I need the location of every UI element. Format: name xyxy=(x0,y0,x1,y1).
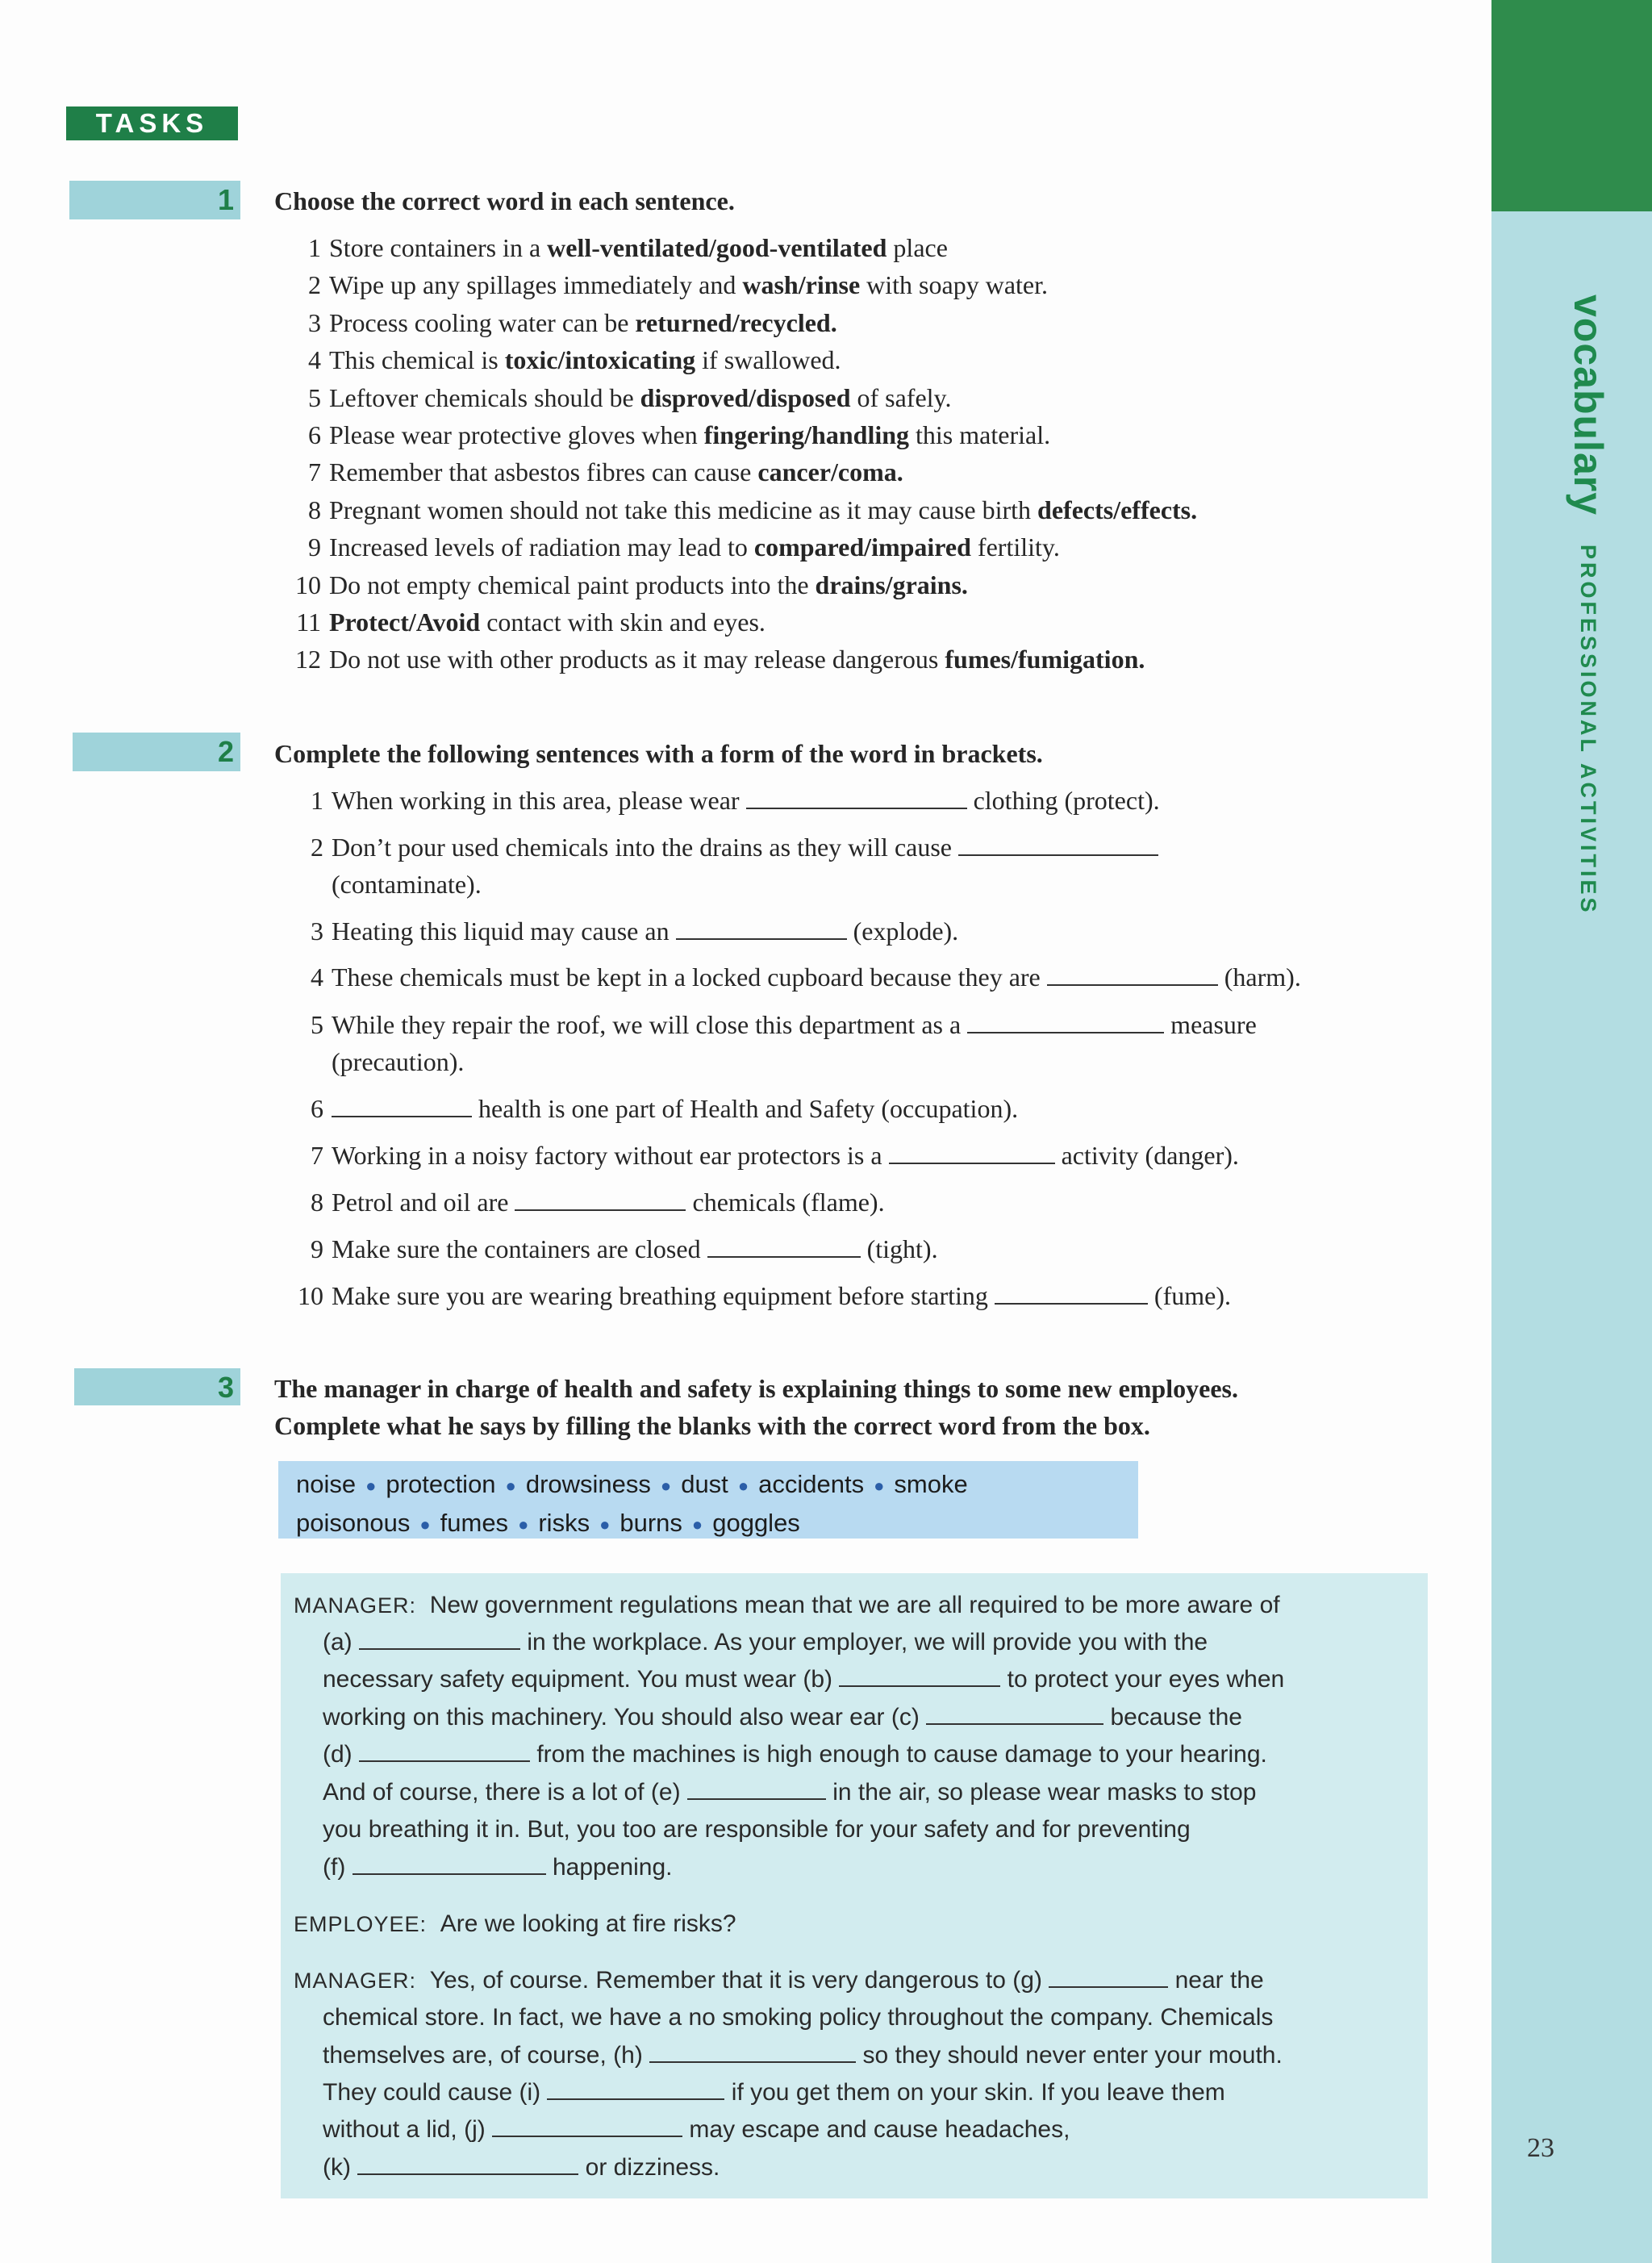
task-3-number: 3 xyxy=(74,1368,240,1405)
item-text: Working in a noisy factory without ear protectors is a xyxy=(332,1141,889,1170)
dialogue-text: (d) xyxy=(323,1741,359,1768)
item-number: 4 xyxy=(308,345,321,375)
item-text: chemicals (flame). xyxy=(686,1188,885,1217)
box-word: smoke xyxy=(894,1470,968,1498)
dialogue-text: necessary safety equipment. You must wear (b) xyxy=(323,1666,840,1693)
item-number: 9 xyxy=(308,532,321,562)
answer-blank xyxy=(359,1738,530,1762)
dialogue-text: New government regulations mean that we are all required to be more aware of xyxy=(429,1592,1280,1618)
item-choice: disproved/disposed xyxy=(640,382,851,412)
task-2-item xyxy=(311,1006,1257,1043)
dialogue-text: Are we looking at fire risks? xyxy=(427,1910,736,1937)
box-word: noise xyxy=(296,1470,357,1498)
dialogue-line xyxy=(323,2149,720,2186)
item-number: 3 xyxy=(308,307,321,337)
box-word: poisonous xyxy=(296,1508,411,1537)
item-choice: fingering/handling xyxy=(703,420,910,449)
dialogue-text: in the air, so please wear masks to stop xyxy=(825,1779,1257,1806)
dialogue-text: They could cause (i) xyxy=(323,2079,548,2106)
answer-blank xyxy=(839,1663,1000,1687)
task-2-number: 2 xyxy=(73,733,240,771)
dialogue-line xyxy=(323,1999,1273,2036)
dialogue-text: in the workplace. As your employer, we will provide you with the xyxy=(520,1629,1208,1655)
dialogue-text: may escape and cause headaches, xyxy=(682,2116,1070,2143)
dialogue-text: themselves are, of course, (h) xyxy=(323,2042,650,2069)
answer-blank xyxy=(357,2151,578,2175)
task-3-instruction-line2: Complete what he says by filling the blanks with the correct word from the box. xyxy=(274,1411,1150,1440)
item-number: 7 xyxy=(311,1141,323,1170)
dialogue-line xyxy=(323,1774,1257,1811)
answer-blank xyxy=(492,2113,682,2137)
task-1-instruction: Choose the correct word in each sentence. xyxy=(274,186,735,215)
dialogue-line xyxy=(323,1699,1242,1736)
dialogue-line xyxy=(323,1661,1284,1698)
item-number: 8 xyxy=(308,495,321,524)
item-text: This chemical is xyxy=(329,345,505,375)
task-1-item xyxy=(308,453,903,491)
item-text: place xyxy=(886,233,948,262)
item-text: contact with skin and eyes. xyxy=(480,608,766,637)
item-text: Wipe up any spillages immediately and xyxy=(329,270,743,300)
answer-blank xyxy=(676,916,847,940)
answer-blank xyxy=(332,1093,472,1117)
answer-blank xyxy=(515,1187,686,1211)
box-word: risks xyxy=(538,1508,590,1537)
item-text: Make sure you are wearing breathing equipment before starting xyxy=(332,1281,995,1310)
answer-blank xyxy=(353,1851,546,1875)
item-choice: cancer/coma. xyxy=(757,457,903,487)
box-word: burns xyxy=(620,1508,682,1537)
item-text: Petrol and oil are xyxy=(332,1188,515,1217)
answer-blank xyxy=(995,1280,1148,1305)
bullet-icon: ● xyxy=(874,1475,885,1496)
answer-blank xyxy=(1047,962,1218,986)
item-text: (precaution). xyxy=(332,1047,465,1076)
item-choice: toxic/intoxicating xyxy=(504,345,696,375)
item-text: Make sure the containers are closed xyxy=(332,1234,707,1263)
item-choice: well-ventilated/good-ventilated xyxy=(547,233,887,262)
task-1-item xyxy=(308,491,1198,528)
item-text: (contaminate). xyxy=(332,870,482,899)
dialogue-line xyxy=(323,2074,1225,2111)
dialogue-text: working on this machinery. You should also wear ear (c) xyxy=(323,1704,927,1731)
answer-blank xyxy=(687,1776,826,1800)
task-2-item xyxy=(298,1277,1231,1314)
task-2-item-continued xyxy=(332,866,482,903)
item-number: 9 xyxy=(311,1234,323,1263)
item-number: 12 xyxy=(295,645,321,674)
bullet-icon: ● xyxy=(419,1514,431,1534)
dialogue-line xyxy=(323,1624,1208,1661)
item-choice: Protect/Avoid xyxy=(329,608,481,637)
task-1-item xyxy=(295,566,968,603)
item-choice: returned/recycled. xyxy=(635,307,837,337)
item-text: Leftover chemicals should be xyxy=(329,382,640,412)
word-box-row-2 xyxy=(296,1505,1120,1543)
dialogue-text: so they should never enter your mouth. xyxy=(856,2042,1283,2069)
bullet-icon: ● xyxy=(365,1475,377,1496)
spacer xyxy=(416,1592,430,1618)
task-2-item-continued xyxy=(332,1043,464,1080)
speaker-label: MANAGER: xyxy=(294,1593,417,1618)
item-text: While they repair the roof, we will close this department as a xyxy=(332,1010,968,1039)
answer-blank xyxy=(958,832,1158,856)
dialogue-line xyxy=(323,1811,1191,1848)
task-1-item xyxy=(308,528,1060,566)
item-number: 6 xyxy=(308,420,321,449)
dialogue-text: happening. xyxy=(545,1854,673,1881)
item-choice: defects/effects. xyxy=(1037,495,1198,524)
answer-blank xyxy=(1049,1964,1168,1988)
dialogue-text: to protect your eyes when xyxy=(1000,1666,1285,1693)
dialogue-text: if you get them on your skin. If you leave them xyxy=(724,2079,1225,2106)
item-text: Process cooling water can be xyxy=(329,307,636,337)
item-text: When working in this area, please wear xyxy=(332,786,746,815)
item-choice: drains/grains. xyxy=(815,570,968,599)
item-number: 8 xyxy=(311,1188,323,1217)
item-text: with soapy water. xyxy=(860,270,1048,300)
bullet-icon: ● xyxy=(599,1514,611,1534)
task-1-item xyxy=(308,379,952,416)
item-number: 10 xyxy=(298,1281,323,1310)
page-number: 23 xyxy=(1527,2133,1554,2163)
item-number: 6 xyxy=(311,1094,323,1123)
item-text: Please wear protective gloves when xyxy=(329,420,704,449)
answer-blank xyxy=(649,2039,856,2063)
task-1-item xyxy=(308,229,948,266)
item-choice: compared/impaired xyxy=(753,532,971,562)
task-2-item xyxy=(311,829,1158,866)
answer-blank xyxy=(926,1701,1103,1725)
item-text: (harm). xyxy=(1217,962,1301,992)
box-word: drowsiness xyxy=(525,1470,651,1498)
task-1-item xyxy=(308,266,1048,303)
speaker-label: MANAGER: xyxy=(294,1969,417,1993)
item-number: 4 xyxy=(311,962,323,992)
item-text: clothing (protect). xyxy=(966,786,1160,815)
task-2-item xyxy=(311,1230,938,1267)
word-box-row-1 xyxy=(296,1466,1120,1505)
dialogue-text: (f) xyxy=(323,1854,353,1881)
answer-blank xyxy=(707,1234,861,1258)
bullet-icon: ● xyxy=(505,1475,516,1496)
item-text: if swallowed. xyxy=(695,345,841,375)
bullet-icon: ● xyxy=(737,1475,749,1496)
item-text: Increased levels of radiation may lead to xyxy=(329,532,754,562)
item-number: 7 xyxy=(308,457,321,487)
item-number: 5 xyxy=(311,1010,323,1039)
item-number: 1 xyxy=(311,786,323,815)
bullet-icon: ● xyxy=(518,1514,529,1534)
task-3-instruction-line1: The manager in charge of health and safety is explaining things to some new employees. xyxy=(274,1374,1238,1403)
answer-blank xyxy=(746,785,967,809)
item-text: of safely. xyxy=(850,382,952,412)
sidebar-title xyxy=(1566,294,1612,940)
item-text: (fume). xyxy=(1147,1281,1231,1310)
dialogue-text: you breathing it in. But, you too are responsible for your safety and for preventing xyxy=(323,1816,1191,1843)
box-word: dust xyxy=(681,1470,728,1498)
item-text: Pregnant women should not take this medicine as it may cause birth xyxy=(329,495,1038,524)
dialogue-text: chemical store. In fact, we have a no smoking policy throughout the company. Chemicals xyxy=(323,2004,1274,2031)
item-number: 2 xyxy=(308,270,321,300)
answer-blank xyxy=(359,1626,520,1650)
dialogue-line xyxy=(294,1587,1280,1624)
item-number: 2 xyxy=(311,833,323,862)
answer-blank xyxy=(967,1009,1164,1033)
task-1-item xyxy=(308,341,841,378)
dialogue-text: (a) xyxy=(323,1629,359,1655)
dialogue-line xyxy=(323,1849,672,1886)
task-2-instruction: Complete the following sentences with a form of the word in brackets. xyxy=(274,739,1043,768)
dialogue-text: without a lid, (j) xyxy=(323,2116,493,2143)
dialogue-text: (k) xyxy=(323,2154,358,2181)
task-2-item xyxy=(311,1090,1019,1127)
dialogue-line xyxy=(323,2111,1070,2148)
item-text: (explode). xyxy=(846,916,959,946)
task-2-item xyxy=(311,782,1160,819)
sidebar-title-main: vocabulary xyxy=(1566,294,1611,516)
dialogue-line xyxy=(323,2037,1283,2074)
box-word: protection xyxy=(386,1470,496,1498)
item-number: 10 xyxy=(295,570,321,599)
sidebar-subtitle: PROFESSIONAL ACTIVITIES xyxy=(1576,545,1600,916)
item-text: measure xyxy=(1164,1010,1257,1039)
box-word: goggles xyxy=(712,1508,800,1537)
bullet-icon: ● xyxy=(691,1514,703,1534)
task-2-item xyxy=(311,912,959,950)
task-1-item xyxy=(308,304,837,341)
item-number: 3 xyxy=(311,916,323,946)
word-box xyxy=(278,1461,1138,1539)
dialogue-text: And of course, there is a lot of (e) xyxy=(323,1779,687,1806)
task-1-item xyxy=(295,641,1145,678)
answer-blank xyxy=(889,1140,1055,1164)
dialogue-line xyxy=(294,1962,1264,1999)
dialogue-text: or dizziness. xyxy=(578,2154,720,2181)
dialogue-text: near the xyxy=(1168,1967,1264,1994)
dialogue-text: because the xyxy=(1103,1704,1242,1731)
sidebar-header-block xyxy=(1491,0,1652,211)
item-choice: fumes/fumigation. xyxy=(945,645,1145,674)
tasks-label: TASKS xyxy=(66,106,238,140)
item-text: Remember that asbestos fibres can cause xyxy=(329,457,758,487)
task-2-item xyxy=(311,1137,1239,1174)
item-number: 5 xyxy=(308,382,321,412)
item-text: (tight). xyxy=(860,1234,938,1263)
box-word: accidents xyxy=(758,1470,865,1498)
item-text: activity (danger). xyxy=(1054,1141,1239,1170)
bullet-icon: ● xyxy=(660,1475,672,1496)
item-number: 11 xyxy=(296,608,321,637)
task-2-item xyxy=(311,1184,885,1221)
dialogue-line xyxy=(323,1736,1267,1773)
task-1-item xyxy=(296,603,766,641)
spacer xyxy=(416,1967,430,1994)
item-text: Do not use with other products as it may release dangerous xyxy=(329,645,945,674)
dialogue-text: from the machines is high enough to cause damage to your hearing. xyxy=(530,1741,1267,1768)
task-1-number: 1 xyxy=(69,181,240,219)
item-text: Don’t pour used chemicals into the drains as they will cause xyxy=(332,833,958,862)
box-word: fumes xyxy=(440,1508,509,1537)
task-2-item xyxy=(311,958,1301,996)
item-choice: wash/rinse xyxy=(742,270,861,300)
item-text: Heating this liquid may cause an xyxy=(332,916,676,946)
item-text: health is one part of Health and Safety (occupation). xyxy=(472,1094,1019,1123)
task-1-item xyxy=(308,416,1051,453)
item-text: Do not empty chemical paint products into the xyxy=(329,570,816,599)
item-text: These chemicals must be kept in a locked cupboard because they are xyxy=(332,962,1047,992)
answer-blank xyxy=(547,2076,724,2100)
item-text: fertility. xyxy=(970,532,1060,562)
dialogue-line xyxy=(294,1906,736,1943)
dialogue-text: Yes, of course. Remember that it is very dangerous to (g) xyxy=(429,1967,1049,1994)
item-text: Store containers in a xyxy=(329,233,548,262)
speaker-label: EMPLOYEE: xyxy=(294,1912,428,1936)
item-text: this material. xyxy=(909,420,1051,449)
item-number: 1 xyxy=(308,233,321,262)
